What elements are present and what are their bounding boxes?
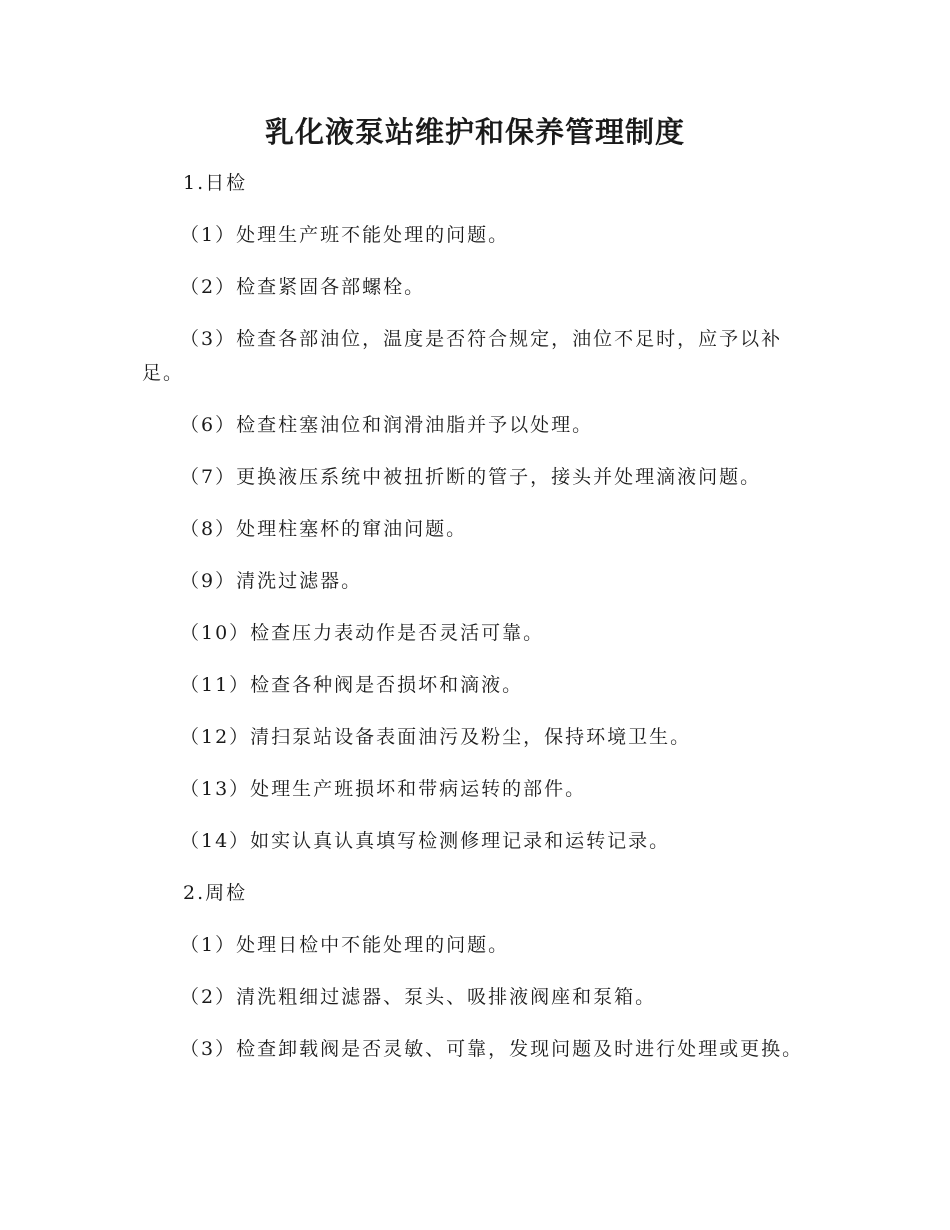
list-item: （9）清洗过滤器。 — [180, 570, 363, 592]
list-item: （12）清扫泵站设备表面油污及粉尘，保持环境卫生。 — [180, 726, 692, 748]
page-title: 乳化液泵站维护和保养管理制度 — [264, 115, 685, 149]
list-item: （2）检查紧固各部螺栓。 — [180, 276, 426, 298]
list-item: （1）处理日检中不能处理的问题。 — [180, 934, 510, 956]
list-item: （6）检查柱塞油位和润滑油脂并予以处理。 — [180, 414, 594, 436]
list-item: （1）处理生产班不能处理的问题。 — [180, 224, 510, 246]
list-item: （3）检查各部油位，温度是否符合规定，油位不足时，应予以补足。 — [142, 328, 783, 384]
list-item: （11）检查各种阀是否损坏和滴液。 — [180, 674, 524, 696]
section-heading-daily: 1.日检 — [183, 172, 248, 194]
list-item: （13）处理生产班损坏和带病运转的部件。 — [180, 778, 587, 800]
list-item: （8）处理柱塞杯的窜油问题。 — [180, 518, 468, 540]
list-item: （7）更换液压系统中被扭折断的管子，接头并处理滴液问题。 — [180, 466, 762, 488]
list-item: （2）清洗粗细过滤器、泵头、吸排液阀座和泵箱。 — [180, 986, 657, 1008]
section-heading-weekly: 2.周检 — [183, 882, 248, 904]
document-body — [142, 166, 822, 1084]
list-item: （10）检查压力表动作是否灵活可靠。 — [180, 622, 545, 644]
list-item: （14）如实认真认真填写检测修理记录和运转记录。 — [180, 830, 671, 852]
list-item: （3）检查卸载阀是否灵敏、可靠，发现问题及时进行处理或更换。 — [180, 1038, 804, 1060]
